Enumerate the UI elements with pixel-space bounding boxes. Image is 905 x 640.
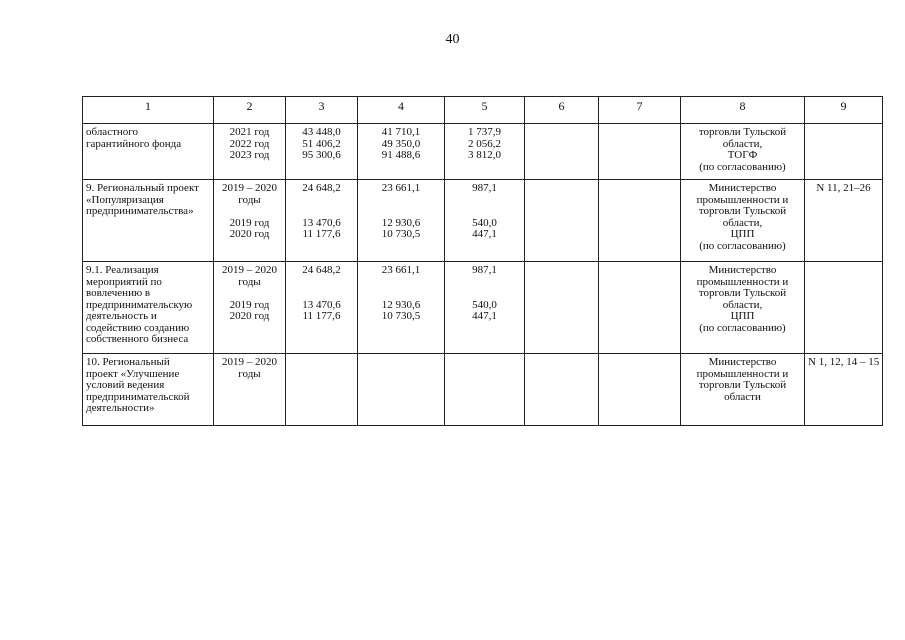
header-cell: 7 xyxy=(599,97,681,124)
executor-cell xyxy=(681,354,805,426)
cell-line: торговли Тульской xyxy=(698,126,787,138)
cell-line: области, xyxy=(722,298,763,311)
cell-line: 2019 год xyxy=(229,298,270,311)
cell-line: 987,1 xyxy=(472,182,497,194)
header-cell: 5 xyxy=(445,97,525,124)
table-row xyxy=(83,124,883,180)
total-cell xyxy=(286,262,358,354)
cell-line: 2020 год xyxy=(229,228,270,240)
cell-line: Министерство xyxy=(708,182,777,194)
cell-line: 95 300,6 xyxy=(302,149,341,161)
program-table xyxy=(82,96,883,426)
cell-line: области, xyxy=(722,216,763,229)
period-cell xyxy=(214,124,286,180)
indicators-cell xyxy=(805,262,883,354)
cell-line: ТОГФ xyxy=(727,149,758,161)
cell-line: ЦПП xyxy=(730,228,755,240)
header-cell: 2 xyxy=(214,97,286,124)
cell-line: Министерство xyxy=(708,264,777,276)
cell-line: 23 661,1 xyxy=(381,264,421,276)
cell-line: ЦПП xyxy=(730,310,755,322)
cell-line: 11 177,6 xyxy=(302,228,341,240)
cell-line: годы xyxy=(238,275,261,288)
cell-line xyxy=(289,288,354,300)
cell-line: собственного бизнеса xyxy=(86,333,189,345)
column-6-cell xyxy=(525,262,599,354)
cell-line: 540,0 xyxy=(472,216,497,229)
cell-line: 12 930,6 xyxy=(381,216,421,229)
cell-line: 2 056,2 xyxy=(468,137,501,150)
cell-line: 1 737,9 xyxy=(468,126,501,138)
federal-budget-cell xyxy=(358,354,445,426)
name-cell xyxy=(83,124,214,180)
column-6-cell xyxy=(525,354,599,426)
cell-line: предпринимательскую xyxy=(86,298,193,311)
regional-budget-cell xyxy=(445,124,525,180)
cell-line: 2022 год xyxy=(229,137,270,150)
cell-line: (по согласованию) xyxy=(699,239,786,252)
cell-line: 2023 год xyxy=(229,149,270,161)
name-cell xyxy=(83,262,214,354)
cell-line: 2021 год xyxy=(229,126,270,138)
cell-line: 2019 год xyxy=(229,216,270,229)
cell-line xyxy=(289,206,354,218)
header-cell: 1 xyxy=(83,97,214,124)
cell-line: 10 730,5 xyxy=(381,228,421,240)
regional-budget-cell xyxy=(445,262,525,354)
cell-line: 10 730,5 xyxy=(381,310,421,322)
cell-line: вовлечению в xyxy=(86,287,151,299)
cell-line: 49 350,0 xyxy=(381,137,421,150)
cell-line: 23 661,1 xyxy=(381,182,421,194)
cell-line: деятельность и xyxy=(86,310,157,322)
cell-line: торговли Тульской xyxy=(698,379,787,391)
column-7-cell xyxy=(599,180,681,262)
cell-line: 447,1 xyxy=(472,228,497,240)
cell-line: 9.1. Реализация xyxy=(86,264,159,276)
cell-line xyxy=(448,288,521,300)
cell-line: проект «Улучшение xyxy=(86,367,180,380)
cell-line: 3 812,0 xyxy=(468,149,501,161)
cell-line: 540,0 xyxy=(472,298,497,311)
cell-line: годы xyxy=(238,367,261,380)
cell-line xyxy=(361,288,441,300)
total-cell xyxy=(286,180,358,262)
name-cell xyxy=(83,354,214,426)
executor-cell xyxy=(681,180,805,262)
header-cell: 8 xyxy=(681,97,805,124)
indicators-cell xyxy=(805,180,883,262)
cell-line: предпринимательства» xyxy=(86,205,194,217)
cell-line: 10. Региональный xyxy=(86,356,170,368)
header-cell: 9 xyxy=(805,97,883,124)
indicators-cell xyxy=(805,354,883,426)
cell-line: деятельности» xyxy=(86,402,155,414)
period-cell xyxy=(214,354,286,426)
cell-line xyxy=(448,206,521,218)
executor-cell xyxy=(681,124,805,180)
cell-line: 2019 – 2020 xyxy=(222,356,277,368)
cell-line: 447,1 xyxy=(472,310,497,322)
header-row xyxy=(83,97,883,124)
total-cell xyxy=(286,354,358,426)
period-cell xyxy=(214,262,286,354)
executor-cell xyxy=(681,262,805,354)
column-6-cell xyxy=(525,180,599,262)
cell-line xyxy=(217,288,282,300)
cell-line: «Популяризация xyxy=(86,193,164,206)
cell-line: условий ведения xyxy=(86,379,165,391)
cell-line: (по согласованию) xyxy=(699,321,786,334)
cell-line: 43 448,0 xyxy=(302,126,341,138)
cell-line: 51 406,2 xyxy=(302,137,341,150)
header-cell: 6 xyxy=(525,97,599,124)
cell-line: 987,1 xyxy=(472,264,497,276)
cell-line xyxy=(361,206,441,218)
cell-line: 41 710,1 xyxy=(381,126,421,138)
header-cell: 3 xyxy=(286,97,358,124)
cell-line: мероприятий по xyxy=(86,275,162,288)
federal-budget-cell xyxy=(358,262,445,354)
regional-budget-cell xyxy=(445,354,525,426)
cell-line: 12 930,6 xyxy=(381,298,421,311)
federal-budget-cell xyxy=(358,180,445,262)
cell-line: 24 648,2 xyxy=(302,264,341,276)
column-6-cell xyxy=(525,124,599,180)
total-cell xyxy=(286,124,358,180)
cell-text: N 11, 21–26 xyxy=(816,182,871,194)
cell-line: гарантийного фонда xyxy=(86,137,182,150)
cell-line: 2020 год xyxy=(229,310,270,322)
cell-line: 91 488,6 xyxy=(381,149,421,161)
name-cell xyxy=(83,180,214,262)
federal-budget-cell xyxy=(358,124,445,180)
cell-line: содействию созданию xyxy=(86,321,190,334)
cell-line: промышленности и xyxy=(696,275,789,288)
column-7-cell xyxy=(599,262,681,354)
table-row xyxy=(83,262,883,354)
table-row xyxy=(83,180,883,262)
cell-line: 9. Региональный проект xyxy=(86,182,199,194)
column-7-cell xyxy=(599,124,681,180)
period-cell xyxy=(214,180,286,262)
cell-line xyxy=(217,206,282,218)
cell-line: 24 648,2 xyxy=(302,182,341,194)
cell-line: промышленности и xyxy=(696,193,789,206)
cell-line: (по согласованию) xyxy=(699,160,786,173)
cell-line: 13 470,6 xyxy=(302,298,341,311)
header-cell: 4 xyxy=(358,97,445,124)
cell-text: N 1, 12, 14 – 15 xyxy=(808,356,880,368)
cell-line: 13 470,6 xyxy=(302,216,341,229)
cell-line: областного xyxy=(86,126,139,138)
cell-line: торговли Тульской xyxy=(698,205,787,217)
table-row xyxy=(83,354,883,426)
cell-line: предпринимательской xyxy=(86,390,190,403)
cell-line: области, xyxy=(722,137,763,150)
indicators-cell xyxy=(805,124,883,180)
page-number: 40 xyxy=(445,32,460,47)
cell-line: 2019 – 2020 xyxy=(222,264,277,276)
regional-budget-cell xyxy=(445,180,525,262)
cell-line: торговли Тульской xyxy=(698,287,787,299)
cell-line: промышленности и xyxy=(696,367,789,380)
cell-line: области xyxy=(724,390,761,403)
column-7-cell xyxy=(599,354,681,426)
cell-line: годы xyxy=(238,193,261,206)
cell-line: 11 177,6 xyxy=(302,310,341,322)
cell-line: 2019 – 2020 xyxy=(222,182,277,194)
cell-line: Министерство xyxy=(708,356,777,368)
